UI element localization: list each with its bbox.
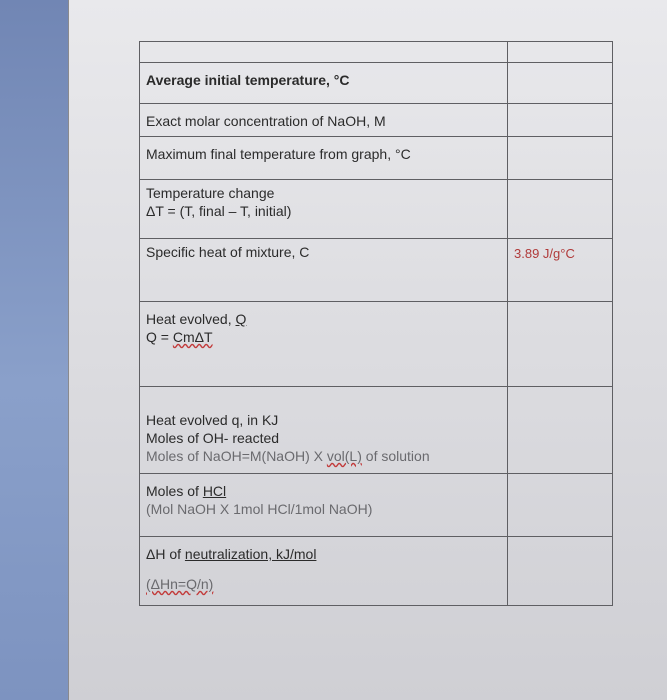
heat-formula: CmΔT — [172, 329, 213, 345]
delta-h-prefix: ΔH of — [146, 546, 185, 562]
moles-naoh-suffix: of solution — [361, 448, 430, 464]
value-cell-maximum-final-temperature[interactable] — [508, 137, 613, 180]
label-delta-h — [146, 537, 501, 563]
delta-h-neutralization: neutralization, kJ/mol — [184, 546, 317, 562]
formula-temperature-change: ΔT = (T, final – T, initial) — [146, 203, 292, 219]
label-moles-hcl — [146, 474, 501, 500]
label-maximum-final-temperature: Maximum final temperature from graph, °C — [146, 146, 411, 162]
table-header-row — [140, 42, 613, 63]
value-cell-heat-kj[interactable] — [508, 387, 613, 474]
label-temperature-change: Temperature change — [146, 185, 275, 201]
label-specific-heat: Specific heat of mixture, C — [146, 244, 310, 260]
row-moles-hcl — [140, 474, 613, 537]
row-molar-concentration — [140, 104, 613, 137]
row-heat-kj-moles-oh — [140, 387, 613, 474]
heat-formula-prefix: Q = — [146, 329, 173, 345]
row-specific-heat — [140, 239, 613, 302]
specific-heat-value: 3.89 J/g°C — [514, 246, 575, 261]
label-heat-kj: Heat evolved q, in KJ — [146, 412, 279, 428]
moles-hcl-hcl: HCl — [202, 483, 227, 499]
value-cell-delta-h[interactable] — [508, 537, 613, 606]
moles-hcl-prefix: Moles of — [146, 483, 203, 499]
moles-naoh-vol: vol(L) — [326, 448, 362, 464]
label-average-initial-temperature: Average initial temperature, °C — [146, 72, 350, 88]
formula-moles-hcl: (Mol NaOH X 1mol HCl/1mol NaOH) — [146, 501, 373, 517]
heat-evolved-q: Q — [235, 311, 247, 327]
label-molar-concentration: Exact molar concentration of NaOH, M — [146, 113, 386, 129]
row-heat-evolved — [140, 302, 613, 387]
value-cell-average-initial-temperature[interactable] — [508, 63, 613, 104]
label-moles-oh: Moles of OH- reacted — [146, 430, 280, 446]
background-left-strip — [0, 0, 68, 700]
row-temperature-change — [140, 180, 613, 239]
row-average-initial-temperature — [140, 63, 613, 104]
header-cell-label — [140, 42, 508, 63]
label-heat-evolved — [146, 302, 501, 328]
formula-delta-h: (ΔHn=Q/n) — [146, 576, 214, 592]
header-cell-value — [508, 42, 613, 63]
value-cell-temperature-change[interactable] — [508, 180, 613, 239]
row-delta-h-neutralization — [140, 537, 613, 606]
value-cell-heat-evolved[interactable] — [508, 302, 613, 387]
value-cell-specific-heat[interactable] — [508, 239, 613, 302]
row-maximum-final-temperature — [140, 137, 613, 180]
data-table — [139, 41, 613, 606]
formula-moles-naoh — [146, 447, 501, 465]
value-cell-molar-concentration[interactable] — [508, 104, 613, 137]
heat-evolved-prefix: Heat evolved, — [146, 311, 236, 327]
value-cell-moles-hcl[interactable] — [508, 474, 613, 537]
formula-heat-evolved — [146, 328, 501, 346]
moles-naoh-prefix: Moles of NaOH=M(NaOH) X — [146, 448, 327, 464]
